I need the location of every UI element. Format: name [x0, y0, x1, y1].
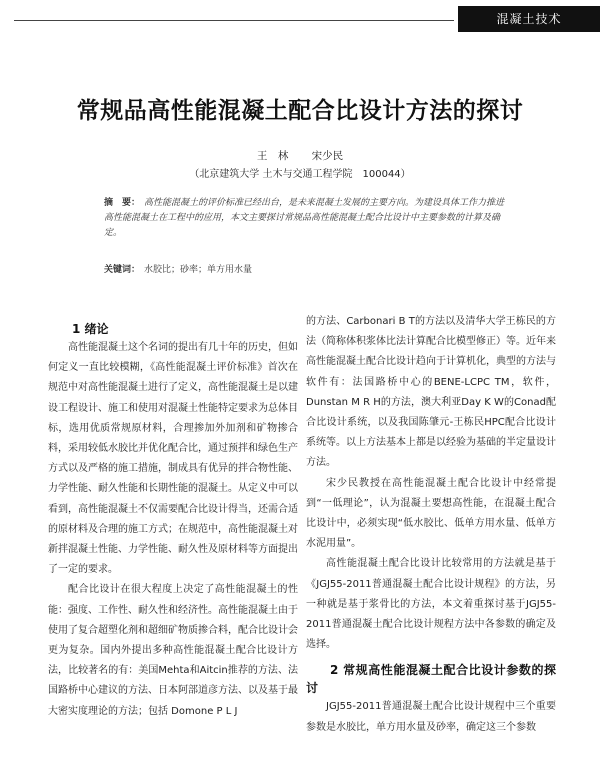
paragraph: 高性能混凝土这个名词的提出有几十年的历史，但如何定义一直比较模糊，《高性能混凝土评价标准》首次在规范中对高性能混凝土进行了定义，高性能混凝土是以建设工程设计、施工和使用对混凝土性能特定要求为总体目标，选用优质常规原材料，合理掺加外加剂和矿物掺合料，采用较低水胶比并优化配合比，通过预拌和绿色生产方式以及严格的施工措施，制成具有优异的拌合物性能、力学性能、耐久性能和长期性能的混凝土。从定义中可以看到，高性能混凝土不仅需要配合比设计得当，还需合适的原材料及合理的施工方式；在规范中，高性能混凝土对新拌混凝土性能、力学性能、耐久性及原材料等方面提出了一定的要求。 [48, 342, 298, 576]
author-line [0, 148, 600, 163]
keywords-label: 关键词： [104, 265, 141, 275]
paragraph: 高性能混凝土配合比设计比较常用的方法就是基于《JGJ55-2011普通混凝土配合比设计规程》的方法，另一种就是基于浆骨比的方法，本文着重探讨基于JGJ55-2011普通混凝土配合比设计规程方法中各参数的确定及选择。 [306, 558, 556, 651]
keywords [104, 262, 508, 275]
paragraph: JGJ55-2011普通混凝土配合比设计规程中三个重要参数是水胶比，单方用水量及砂率，确定这三个参数 [306, 701, 556, 733]
section-heading: 2 常规高性能混凝土配合比设计参数的探讨 [306, 663, 556, 696]
page-header [0, 6, 600, 28]
left-column [48, 320, 298, 722]
author-name: 宋少民 [311, 150, 344, 162]
abstract-label: 摘 要： [104, 198, 141, 208]
article-title: 常规品高性能混凝土配合比设计方法的探讨 [76, 98, 524, 124]
header-rule [14, 20, 454, 21]
abstract [104, 196, 508, 241]
abstract-text: 高性能混凝土的评价标准已经出台，是未来混凝土发展的主要方向。为建设具体工作力推进高性能混凝土在工程中的应用，本文主要探讨常规品高性能混凝土配合比设计中主要参数的计算及确定。 [104, 198, 505, 238]
author-name: 王 林 [256, 150, 289, 162]
section-tag: 混凝土技术 [458, 6, 600, 32]
paragraph: 宋少民教授在高性能混凝土配合比设计中经常提到“一低理论”，认为混凝土要想高性能，在混凝土配合比设计中，必须实现“低水胶比、低单方用水量、低单方水泥用量”。 [306, 477, 556, 550]
right-column [306, 312, 556, 738]
affiliation: （北京建筑大学 土木与交通工程学院 100044） [189, 169, 411, 180]
paragraph: 的方法、Carbonari B T的方法以及清华大学王栋民的方法（简称体积浆体比法计算配合比模型修正）等。近年来高性能混凝土配合比设计趋向于计算机化，典型的方法与软件有：法国路桥中心的BENE-LCPC TM，软件，Dunstan M R H的方法，澳大利亚Day K W的Conad配合比设计系统，以及我国陈肇元-王栋民HPC配合比设计系统等。以上方法基本上都是以经验为基础的半定量设计方法。 [306, 316, 556, 469]
section-heading: 1 绪论 [72, 322, 109, 336]
paragraph: 配合比设计在很大程度上决定了高性能混凝土的性能：强度、工作性、耐久性和经济性。高性能混凝土由于使用了复合超塑化剂和超细矿物质掺合料，配合比设计会更为复杂。国内外提出多种高性能混凝土配合比设计方法，比较著名的有：美国Mehta和Aitcin推荐的方法、法国路桥中心建议的方法、日本阿部道彦方法、以及基于最大密实度理论的方法；包括 Domone P L J [48, 584, 298, 717]
keywords-text: 水胶比；砂率；单方用水量 [144, 265, 253, 275]
